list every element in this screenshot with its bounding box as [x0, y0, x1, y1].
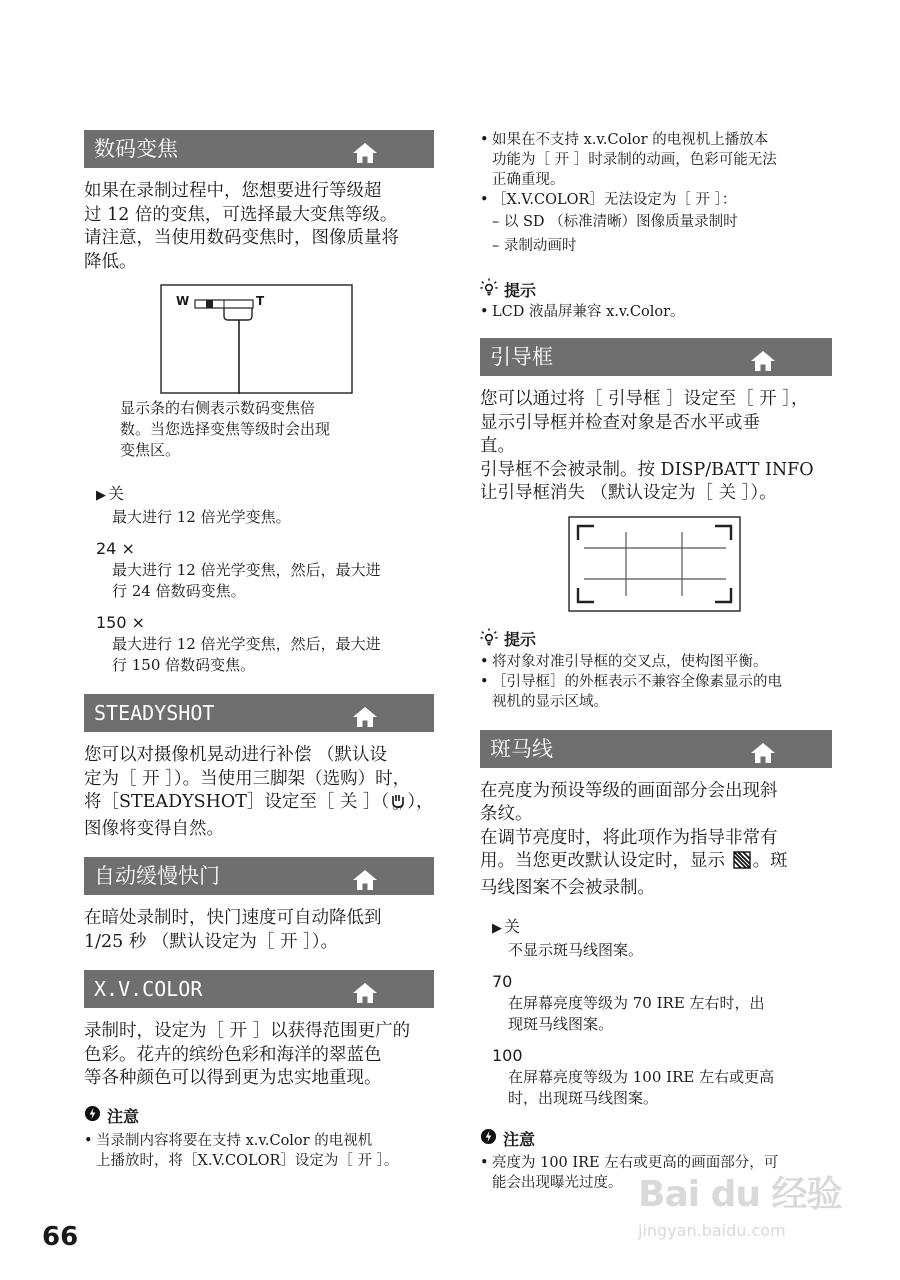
bullet-text [492, 190, 736, 210]
guide-frame-diagram [480, 516, 832, 614]
body-line-text: 将［STEADYSHOT］设定至［ 关 ］（ [84, 792, 390, 812]
bullet-dot: • [480, 132, 489, 148]
bullet-dot: • [84, 1132, 93, 1149]
option-desc-line: 在屏幕亮度等级为 100 IRE 左右或更高 [508, 1068, 775, 1086]
guide-frame-figure [480, 516, 832, 614]
option-title: 70 [492, 972, 513, 991]
page-number: 66 [42, 1222, 79, 1252]
dash-item: – 录制动画时 [492, 238, 577, 254]
zoom-label-w: W [176, 294, 190, 308]
option-title: 关 [504, 917, 521, 936]
spacer [480, 258, 832, 278]
spacer [84, 274, 434, 284]
section-title: STEADYSHOT [94, 701, 215, 725]
home-icon[interactable] [750, 738, 776, 760]
svg-text:OFF: OFF [393, 806, 404, 810]
zoom-bar-diagram [84, 284, 434, 394]
option-desc-line: 行 24 倍数码变焦。 [112, 582, 246, 600]
default-marker: ▶ [96, 488, 106, 503]
option-desc-line: 最大进行 12 倍光学变焦，然后，最大进 [112, 635, 381, 653]
zoom-label-t: T [256, 294, 265, 308]
note-title: 注意 [107, 1107, 140, 1126]
watermark-logo: Bai du 经验 [638, 1174, 842, 1215]
spacer [84, 686, 434, 694]
option-title-row [96, 538, 434, 560]
bullet-item [480, 190, 832, 210]
option-desc-line: 最大进行 12 倍光学变焦。 [112, 508, 291, 526]
watermark-url: jingyan.baidu.com [638, 1221, 786, 1240]
zebra-icon [733, 851, 751, 877]
caution-icon [480, 1128, 503, 1149]
caution-icon [84, 1105, 107, 1126]
bullet-line: 如果在不支持 x.v.Color 的电视机上播放本 [492, 132, 769, 148]
section-xvcolor [84, 970, 434, 1008]
watermark [638, 1166, 848, 1246]
bullet-text [492, 652, 768, 672]
body-line: 在亮度为预设等级的画面部分会出现斜 [480, 780, 778, 801]
section-title: 斑马线 [490, 736, 553, 761]
bullet-dot: • [480, 1155, 489, 1171]
right-column [480, 130, 832, 1193]
section-steadyshot [84, 694, 434, 732]
option-desc-line: 不显示斑马线图案。 [508, 941, 644, 959]
hint-heading [480, 278, 832, 300]
bullet-text [492, 302, 685, 322]
option-title: 150 × [96, 613, 146, 632]
option-desc-line: 最大进行 12 倍光学变焦，然后，最大进 [112, 561, 381, 579]
spacer [84, 841, 434, 857]
body-line: 马线图案不会被录制。 [480, 877, 655, 898]
spacer [84, 895, 434, 907]
body-line-text: 用。当您更改默认设定时，显示 [480, 851, 731, 871]
body-line: 让引导框消失 （默认设定为［ 关 ］）。 [480, 483, 777, 503]
hint-title: 提示 [504, 630, 537, 649]
dash-list [492, 210, 832, 258]
steadyshot-off-icon [389, 793, 407, 818]
caption-line: 显示条的右侧表示数码变焦倍 [120, 399, 316, 417]
bullet-line: 亮度为 100 IRE 左右或更高的画面部分，可 [492, 1155, 779, 1171]
body-line: 等各种颜色可以得到更为忠实地重现。 [84, 1068, 382, 1088]
bullet-dot: • [480, 673, 489, 690]
body-line: 1/25 秒 （默认设定为［ 开 ］）。 [84, 931, 339, 952]
section-auto-slow-shutter [84, 857, 434, 895]
bullet-item [480, 652, 832, 672]
spacer [480, 768, 832, 780]
bullet-dot: • [480, 192, 489, 208]
note-heading [84, 1105, 434, 1127]
bullet-line: 视机的显示区域。 [492, 693, 608, 710]
spacer [480, 614, 832, 628]
option-title: 24 × [96, 539, 135, 558]
zoom-caption [120, 398, 434, 461]
left-column [84, 130, 434, 1171]
body-line: 在暗处录制时，快门速度可自动降低到 [84, 908, 382, 928]
section-title: 自动缓慢快门 [94, 864, 220, 888]
spacer [480, 900, 832, 916]
option-desc [112, 634, 434, 676]
body-line: 您可以通过将［ 引导框 ］设定至［ 开 ］， [480, 389, 809, 409]
option-desc [112, 560, 434, 602]
body-line-tail: ）， [407, 792, 434, 812]
spacer [480, 376, 832, 388]
option-item [96, 483, 434, 528]
dash-item: – 以 SD （标准清晰）图像质量录制时 [492, 214, 738, 230]
bullet-dot: • [480, 304, 489, 320]
bullet-line: LCD 液晶屏兼容 x.v.Color。 [492, 304, 685, 320]
option-item [96, 538, 434, 602]
option-desc-line: 现斑马线图案。 [508, 1015, 614, 1033]
spacer [84, 168, 434, 180]
option-desc-line: 在屏幕亮度等级为 70 IRE 左右时，出 [508, 994, 765, 1012]
hint-heading [480, 628, 832, 650]
home-icon[interactable] [352, 865, 378, 887]
caption-line: 数。当您选择变焦等级时会出现 [120, 420, 331, 438]
spacer [480, 322, 832, 338]
body-line: 降低。 [84, 251, 137, 272]
body-line: 您可以对摄像机晃动进行补偿 （默认设 [84, 745, 388, 765]
bullet-line: 当录制内容将要在支持 x.v.Color 的电视机 [96, 1132, 373, 1149]
bullet-dot: • [480, 653, 489, 670]
spacer [84, 1008, 434, 1020]
option-desc-line: 时，出现斑马线图案。 [508, 1089, 659, 1107]
lightbulb-icon [480, 278, 504, 300]
section-digital-zoom [84, 130, 434, 168]
spacer [480, 506, 832, 516]
body-line: 录制时，设定为［ 开 ］以获得范围更广的 [84, 1021, 411, 1041]
body-line [480, 850, 832, 877]
home-icon[interactable] [352, 702, 378, 724]
body-line: 在调节亮度时，将此项作为指导非常有 [480, 827, 778, 848]
lightbulb-icon [480, 628, 504, 650]
bullet-line: 正确重现。 [492, 172, 565, 188]
option-desc [508, 993, 832, 1035]
section-title: 引导框 [490, 345, 553, 369]
body-line: 色彩。花卉的缤纷色彩和海洋的翠蓝色 [84, 1044, 382, 1065]
body-line: 直。 [480, 436, 515, 456]
bullet-text [492, 130, 777, 190]
spacer [480, 712, 832, 730]
home-icon[interactable] [352, 138, 378, 160]
option-title-row [492, 916, 832, 940]
option-title: 100 [492, 1046, 523, 1065]
body-line [84, 791, 434, 818]
body-line: 图像将变得自然。 [84, 818, 224, 839]
option-item [492, 916, 832, 961]
option-title-row [96, 612, 434, 634]
section-title: 数码变焦 [94, 137, 178, 161]
body-line: 如果在录制过程中，您想要进行等级超 [84, 181, 382, 201]
option-item [492, 1045, 832, 1109]
section-zebra [480, 730, 832, 768]
bullet-line: 功能为［ 开 ］时录制的动画，色彩可能无法 [492, 152, 777, 168]
option-title-row [96, 483, 434, 507]
option-title-row [492, 971, 832, 993]
option-title: 关 [108, 484, 125, 503]
option-title-row [492, 1045, 832, 1067]
spacer [84, 954, 434, 970]
bullet-line: ［X.V.COLOR］无法设定为［ 开 ］： [492, 192, 737, 208]
caption-line: 变焦区。 [120, 441, 181, 459]
spacer [84, 1091, 434, 1105]
body-line-tail: 。斑 [752, 851, 788, 871]
default-marker: ▶ [492, 921, 502, 936]
section-guide-frame [480, 338, 832, 376]
bullet-text [492, 672, 782, 712]
option-item [96, 612, 434, 676]
body-line: 过 12 倍的变焦，可选择最大变焦等级。 [84, 204, 398, 225]
bullet-line: 能会出现曝光过度。 [492, 1175, 623, 1191]
bullet-item [480, 302, 832, 322]
body-line: 引导框不会被录制。按 DISP/BATT INFO [480, 459, 814, 480]
bullet-item [84, 1131, 434, 1171]
option-desc [112, 507, 434, 528]
option-desc [508, 1067, 832, 1109]
bullet-item [480, 672, 832, 712]
bullet-line: 上播放时，将［X.V.COLOR］设定为［ 开 ］。 [96, 1152, 399, 1169]
bullet-item [480, 130, 832, 190]
option-desc-line: 行 150 倍数码变焦。 [112, 656, 256, 674]
body-line: 请注意，当使用数码变焦时，图像质量将 [84, 228, 399, 248]
spacer [84, 732, 434, 744]
home-icon[interactable] [352, 978, 378, 1000]
note-heading [480, 1127, 832, 1149]
body-line: 定为［ 开 ］）。当使用三脚架（选购）时， [84, 768, 411, 789]
body-line: 条纹。 [480, 804, 533, 824]
option-desc [508, 940, 832, 961]
bullet-line: ［引导框］的外框表示不兼容全像素显示的电 [492, 673, 782, 690]
option-item [492, 971, 832, 1035]
note-title: 注意 [503, 1129, 536, 1149]
hint-title: 提示 [504, 280, 537, 300]
bullet-text [96, 1131, 398, 1171]
home-icon[interactable] [750, 346, 776, 368]
section-title: X.V.COLOR [94, 977, 203, 1001]
body-line: 显示引导框并检查对象是否水平或垂 [480, 412, 760, 433]
spacer [84, 461, 434, 483]
bullet-line: 将对象对准引导框的交叉点，使构图平衡。 [492, 653, 768, 670]
